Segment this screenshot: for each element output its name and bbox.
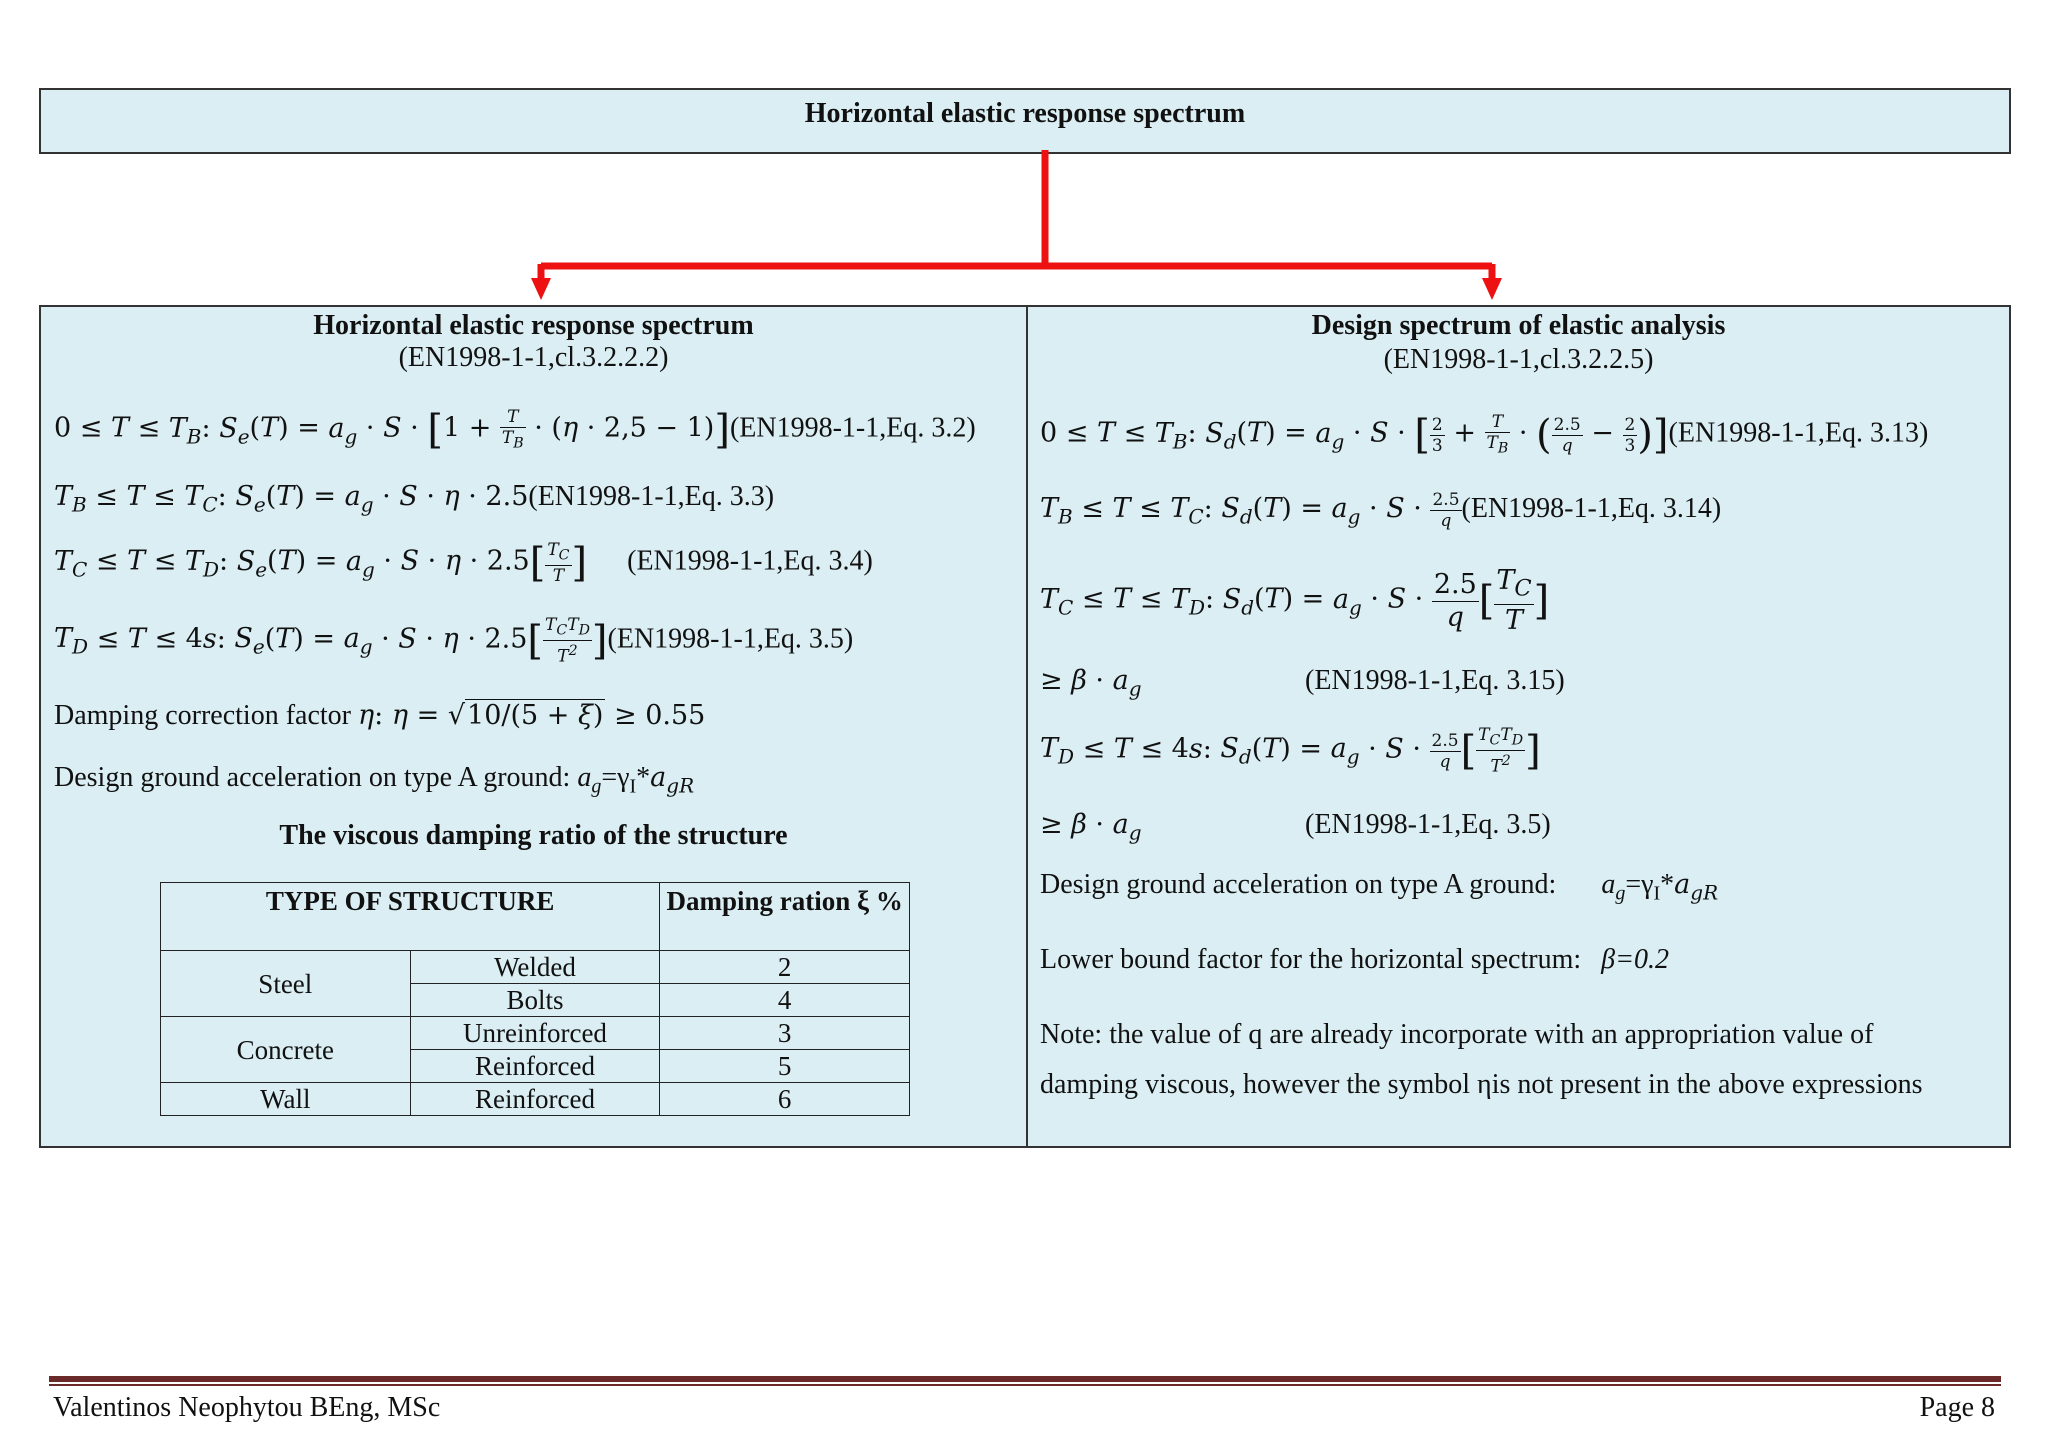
type-cell: Welded: [410, 951, 660, 984]
eq-ref-3-14: (EN1998-1-1,Eq. 3.14): [1461, 492, 1722, 524]
equation-3-5-right-a: $T_D \le T \le 4s$: $S_d(T) = a_g \cdot S$ · $\frac{2.5}{q}$ [ $\frac{T_CT_D}{T^2}$ ]: [1040, 725, 1541, 778]
value-cell: 2: [660, 951, 910, 984]
footer-rule-thin: [49, 1384, 2001, 1386]
footer-page-number: Page 8: [1919, 1392, 1995, 1423]
table-row: [161, 951, 910, 984]
lower-bound-value: β=0.2: [1601, 944, 1669, 975]
equation-3-3: $T_B \le T \le T_C$: $S_e(T) = a_g \cdot S \cdot \eta \cdot 2.5(EN1998-1-1,Eq$. 3.3): [54, 481, 775, 517]
type-cell: Bolts: [410, 984, 660, 1017]
lower-bound-line: [1040, 944, 1669, 976]
design-accel-line: Design ground acceleration on type A ground: $a_g=\gamma_I*a_{gR}$: [54, 762, 695, 798]
damping-label: Damping correction factor: [54, 700, 358, 731]
equation-3-5: $T_D \le T \le 4s$: $S_e(T) = a_g \cdot S \cdot \eta \cdot 2.5$[ $\frac{T_CT_D}{T^2}$ ](EN1998-1-1,Eq. 3.5): [54, 615, 854, 668]
col-header-type: TYPE OF STRUCTURE: [161, 883, 660, 951]
value-cell: 6: [660, 1083, 910, 1116]
footer-rule: [49, 1376, 2001, 1382]
value-cell: 3: [660, 1017, 910, 1050]
eq-ref-3-5-right: (EN1998-1-1,Eq. 3.5): [1305, 809, 1551, 840]
value-cell: 5: [660, 1050, 910, 1083]
left-panel-title: Horizontal elastic response spectrum: [313, 310, 754, 341]
right-design-accel-label: Design ground acceleration on type A ground:: [1040, 869, 1557, 900]
arrow-right-head: [1482, 278, 1502, 300]
note-line-1: Note: the value of q are already incorporate with an appropriation value of: [1040, 1019, 1874, 1050]
equation-3-5-right-b: ≥ $\beta \cdot a_g$ (EN1998-1-1,Eq. 3.5): [1040, 809, 1551, 845]
type-cell: Reinforced: [410, 1083, 660, 1116]
equation-3-14: $T_B \le T \le T_C$: $S_d(T) = a_g \cdot S$ · $\frac{2.5}{q}$ (EN1998-1-1,Eq. 3.14): [1040, 490, 1722, 531]
right-design-accel-line: Design ground acceleration on type A ground: $a_g=\gamma_I*a_{gR}$: [1040, 869, 1719, 905]
table-row: [161, 1083, 910, 1116]
note-line-2: damping viscous, however the symbol ηis not present in the above expressions: [1040, 1069, 1923, 1100]
group-cell: Wall: [161, 1083, 411, 1116]
lower-bound-label: Lower bound factor for the horizontal spectrum:: [1040, 944, 1582, 975]
arrow-left-head: [531, 278, 551, 300]
eq-ref-3-2: (EN1998-1-1,Eq. 3.2): [729, 412, 976, 444]
right-panel: [1028, 307, 2009, 1146]
equation-3-15-a: $T_C \le T \le T_D$: $S_d(T) = a_g \cdot S$ · $\frac{2.5}{q}$ [ $\frac{T_C}{T}$ ]: [1040, 565, 1550, 637]
eq-ref-3-5: (EN1998-1-1,Eq. 3.5): [607, 623, 854, 655]
value-cell: 4: [660, 984, 910, 1017]
equation-3-4: $T_C \le T \le T_D$: $S_e(T) = a_g \cdot S \cdot \eta \cdot 2.5$[ $\frac{T_C}{T}$ ] (EN1998-1-1,Eq. 3.4): [54, 540, 873, 587]
equation-3-2: $0 \le T \le T_B$: $S_e(T) = a_g \cdot S \cdot [1$ + $\frac{T}{T_B}$ · (η · 2,5 − 1)](EN1998-1-1,Eq. 3.2): [54, 407, 976, 454]
group-cell: Concrete: [161, 1017, 411, 1083]
eq-ref-3-3: (EN1998-1-1,Eq. 3.3): [528, 481, 775, 512]
damping-table: [160, 882, 910, 1116]
content-panels: [39, 305, 2011, 1148]
eq-ref-3-15: (EN1998-1-1,Eq. 3.15): [1305, 665, 1565, 696]
table-row: [161, 1017, 910, 1050]
footer-author: Valentinos Neophytou BEng, MSc: [53, 1392, 441, 1423]
header-title: Horizontal elastic response spectrum: [804, 98, 1246, 129]
type-cell: Unreinforced: [410, 1017, 660, 1050]
eq-ref-3-13: (EN1998-1-1,Eq. 3.13): [1668, 417, 1929, 449]
table-heading: The viscous damping ratio of the structure: [279, 820, 788, 851]
type-cell: Reinforced: [410, 1050, 660, 1083]
equation-3-15-b: ≥ $\beta \cdot a_g$ (EN1998-1-1,Eq. 3.15): [1040, 665, 1565, 701]
design-accel-label: Design ground acceleration on type A ground:: [54, 762, 578, 793]
left-panel: [41, 307, 1026, 1146]
connector-arrows: [0, 0, 2048, 320]
table-header-row: [161, 883, 910, 951]
equation-3-13: $0 \le T \le T_B$: $S_d(T) = a_g \cdot S$ · [ $\frac{2}{3}$ + $\frac{T}{T_B}$ · ( $\frac{2.5}{q}$ − $\frac{2}{3}$ )](EN1998-1-1,Eq. 3.13): [1040, 412, 1929, 459]
group-cell: Steel: [161, 951, 411, 1017]
right-panel-subtitle: (EN1998-1-1,cl.3.2.2.5): [1383, 344, 1654, 375]
damping-factor-line: Damping correction factor η: η = √10/(5 + ξ) ≥ 0.55: [54, 700, 706, 731]
right-panel-title: Design spectrum of elastic analysis: [1311, 310, 1726, 341]
eq-ref-3-4: (EN1998-1-1,Eq. 3.4): [627, 545, 873, 577]
left-panel-subtitle: (EN1998-1-1,cl.3.2.2.2): [398, 342, 669, 373]
col-header-damping: Damping ration ξ %: [660, 883, 910, 951]
